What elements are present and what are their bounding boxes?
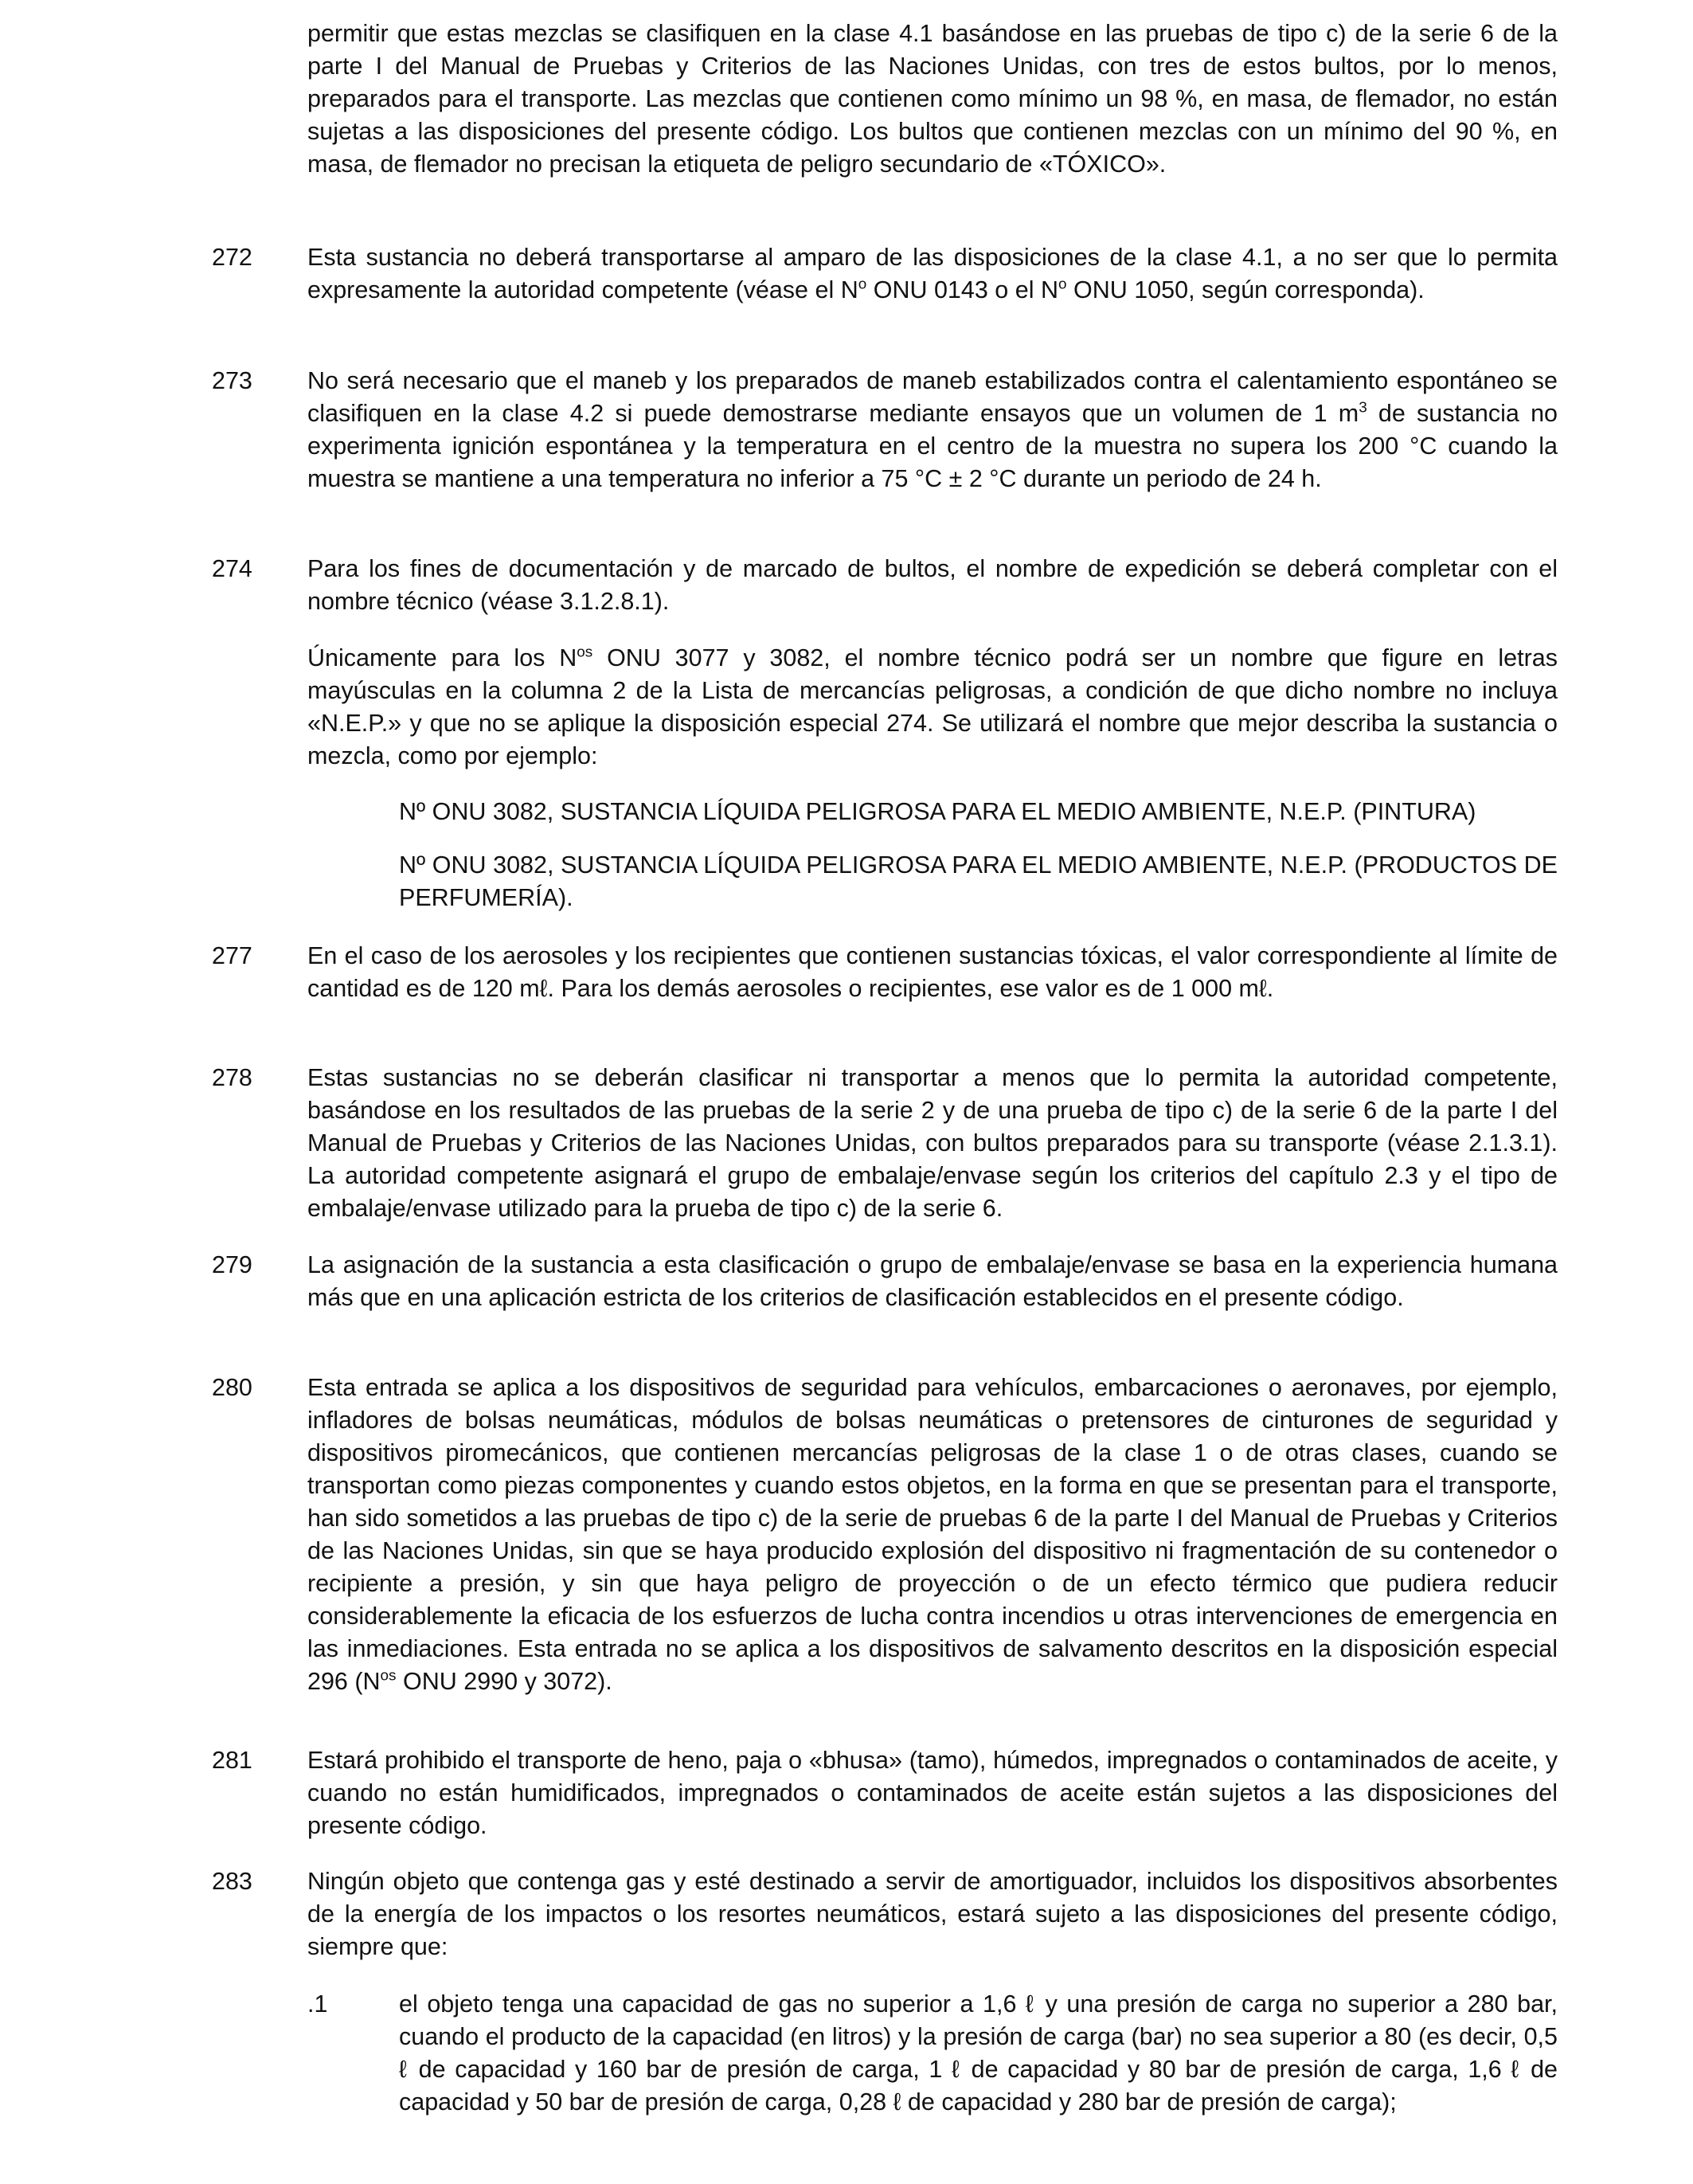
provision-text-274: Para los fines de documentación y de marcado de bultos, el nombre de expedición se deberá completar con el nombre técnico (véase 3.1.2.8.1). (307, 555, 1558, 615)
provision-283-item-text: el objeto tenga una capacidad de gas no superior a 1,6 ℓ y una presión de carga no superior a 280 bar, cuando el producto de la capacidad (en litros) y la presión de carga (bar) no sea superior a 80 (es decir, 0,5 ℓ de capacidad y 160 bar de presión de carga, 1 ℓ de capacidad y 80 bar de presión de carga, 1,6 ℓ de capacidad y 50 bar de presión de carga, 0,28 ℓ de capacidad y 280 bar de presión de carga); (399, 1990, 1558, 2116)
provision-text-273: No será necesario que el maneb y los preparados de maneb estabilizados contra el calentamiento espontáneo se clasifiquen en la clase 4.2 si puede demostrarse mediante ensayos que un volumen de 1 $m^3$ de sustancia no experimenta ignición espontánea y la temperatura en el centro de la muestra no supera los 200 °C cuando la muestra se mantiene a una temperatura no inferior a 75 °C ± 2 °C durante un periodo de 24 h. (307, 367, 1558, 492)
provision-number-283: 283 (212, 1868, 252, 1895)
provision-text-280: Esta entrada se aplica a los dispositivos de seguridad para vehículos, embarcaciones o aeronaves, por ejemplo, infladores de bolsas neumáticas, módulos de bolsas neumáticas o pretensores de cinturones de seguridad y dispositivos piromecánicos, que contienen mercancías peligrosas de la clase 1 o de otras clases, cuando se transportan como piezas componentes y cuando estos objetos, en la forma en que se presentan para el transporte, han sido sometidos a las pruebas de tipo c) de la serie de pruebas 6 de la parte I del Manual de Pruebas y Criterios de las Naciones Unidas, sin que se haya producido explosión del dispositivo ni fragmentación de su contenedor o recipiente a presión, y sin que haya peligro de proyección o de un efecto térmico que pudiera reducir considerablemente la eficacia de los esfuerzos de lucha contra incendios u otras intervenciones de emergencia en las inmediaciones. Esta entrada no se aplica a los dispositivos de salvamento descritos en la disposición especial 296 ($N^{os}$ ONU 2990 y 3072). (307, 1374, 1558, 1695)
provision-text-283: Ningún objeto que contenga gas y esté destinado a servir de amortiguador, incluidos los dispositivos absorbentes de la energía de los impactos o los resortes neumáticos, estará sujeto a las disposiciones del presente código, siempre que: (307, 1868, 1558, 1960)
provision-number-273: 273 (212, 367, 252, 394)
provision-283-item-label: .1 (307, 1990, 328, 2018)
provision-number-272: 272 (212, 244, 252, 271)
provision-text-277: En el caso de los aerosoles y los recipientes que contienen sustancias tóxicas, el valor correspondiente al límite de cantidad es de 120 mℓ. Para los demás aerosoles o recipientes, ese valor es de 1 000 mℓ. (307, 942, 1558, 1002)
provision-number-280: 280 (212, 1374, 252, 1401)
provision-274-second-paragraph: Únicamente para los $N^{os}$ ONU 3077 y 3082, el nombre técnico podrá ser un nombre que figure en letras mayúsculas en la columna 2 de la Lista de mercancías peligrosas, a condición de que dicho nombre no incluya «N.E.P.» y que no se aplique la disposición especial 274. Se utilizará el nombre que mejor describa la sustancia o mezcla, como por ejemplo: (307, 644, 1558, 769)
provision-text-278: Estas sustancias no se deberán clasificar ni transportar a menos que lo permita la autoridad competente, basándose en los resultados de las pruebas de la serie 2 y de una prueba de tipo c) de la serie 6 de la parte I del Manual de Pruebas y Criterios de las Naciones Unidas, con bultos preparados para su transporte (véase 2.1.3.1). La autoridad competente asignará el grupo de embalaje/envase según los criterios del capítulo 2.3 y el tipo de embalaje/envase utilizado para la prueba de tipo c) de la serie 6. (307, 1064, 1558, 1222)
provision-274-example-1: Nº ONU 3082, SUSTANCIA LÍQUIDA PELIGROSA PARA EL MEDIO AMBIENTE, N.E.P. (PINTURA) (399, 798, 1476, 825)
provision-274-example-2: Nº ONU 3082, SUSTANCIA LÍQUIDA PELIGROSA PARA EL MEDIO AMBIENTE, N.E.P. (PRODUCTOS DE PERFUMERÍA). (399, 851, 1558, 911)
provision-text-279: La asignación de la sustancia a esta clasificación o grupo de embalaje/envase se basa en la experiencia humana más que en una aplicación estricta de los criterios de clasificación establecidos en el presente código. (307, 1251, 1558, 1311)
provision-text-272: Esta sustancia no deberá transportarse al amparo de las disposiciones de la clase 4.1, a no ser que lo permita expresamente la autoridad competente (véase el $N^o$ ONU 0143 o el $N^o$ ONU 1050, según corresponda). (307, 244, 1558, 303)
intro-paragraph: permitir que estas mezclas se clasifiquen en la clase 4.1 basándose en las pruebas de tipo c) de la serie 6 de la parte I del Manual de Pruebas y Criterios de las Naciones Unidas, con tres de estos bultos, por lo menos, preparados para el transporte. Las mezclas que contienen como mínimo un 98 %, en masa, de flemador, no están sujetas a las disposiciones del presente código. Los bultos que contienen mezclas con un mínimo del 90 %, en masa, de flemador no precisan la etiqueta de peligro secundario de «TÓXICO». (307, 20, 1558, 178)
provision-number-274: 274 (212, 555, 252, 582)
provision-text-281: Estará prohibido el transporte de heno, paja o «bhusa» (tamo), húmedos, impregnados o contaminados de aceite, y cuando no están humidificados, impregnados o contaminados de aceite están sujetos a las disposiciones del presente código. (307, 1747, 1558, 1839)
provision-number-281: 281 (212, 1747, 252, 1774)
provision-number-278: 278 (212, 1064, 252, 1091)
provision-number-279: 279 (212, 1251, 252, 1278)
provision-number-277: 277 (212, 942, 252, 969)
